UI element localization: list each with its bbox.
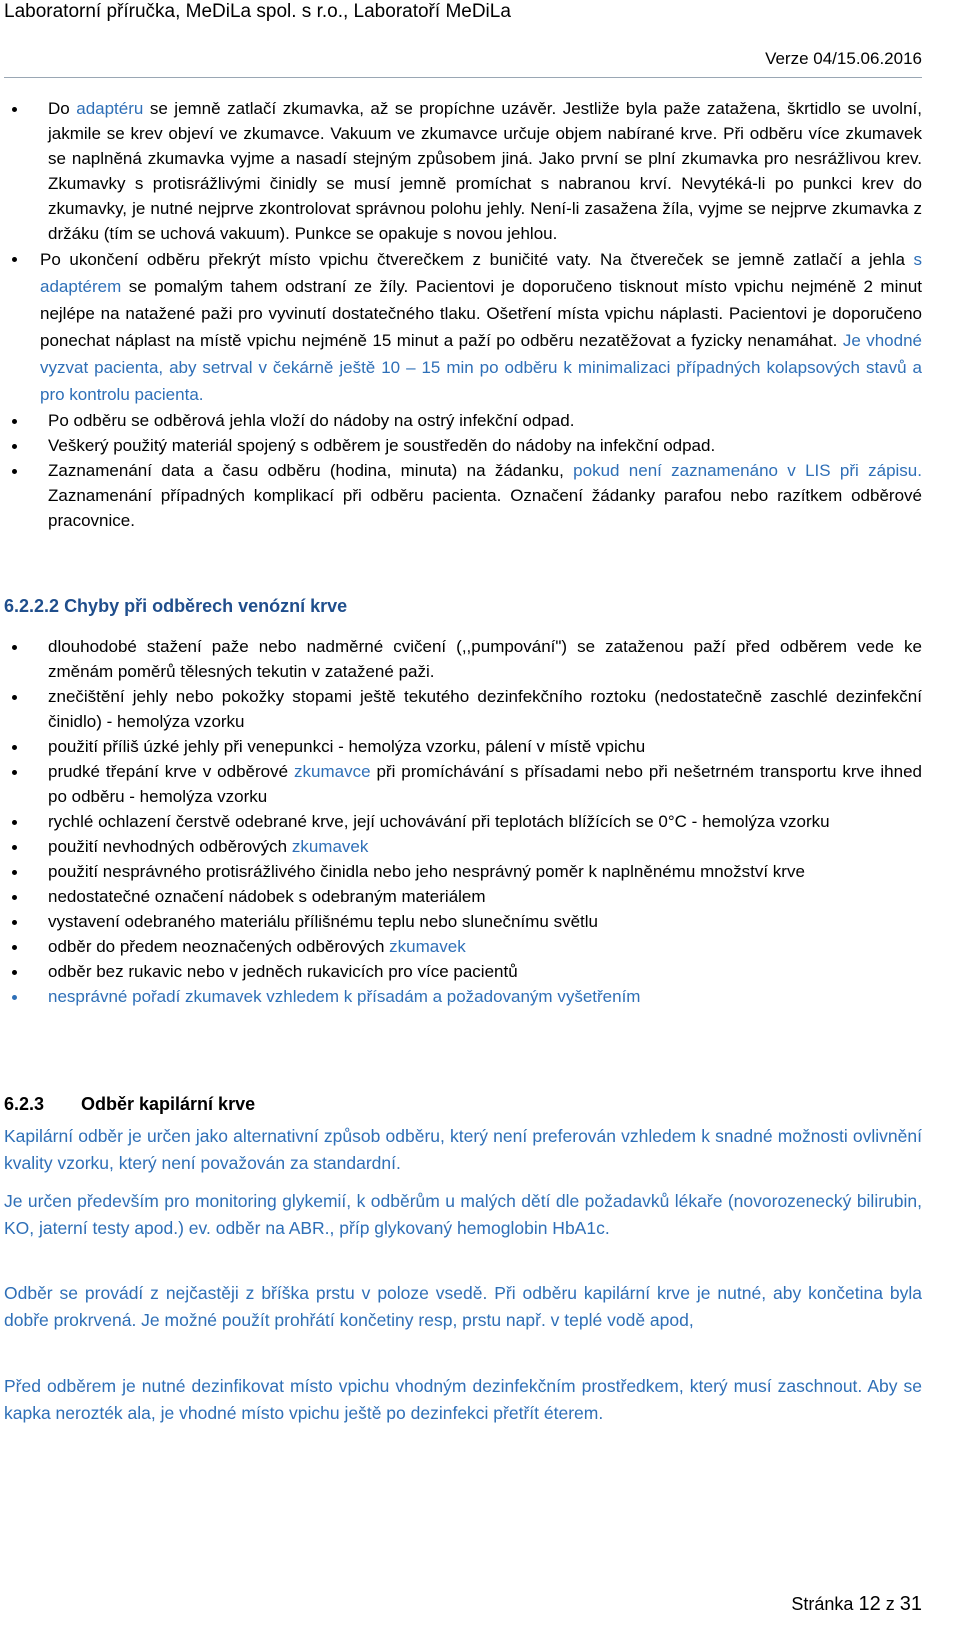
list-item [0,96,922,246]
list-item [0,684,922,734]
text-segment: zkumavce [294,762,371,781]
section-number: 6.2.3 [4,1094,45,1114]
bullet-icon [12,745,17,750]
bullet-icon [12,970,17,975]
paragraph: Odběr se provádí z nejčastěji z bříška prstu v poloze vsedě. Při odběru kapilární krve je nutné, aby končetina byla dobře prokrvená. Je možné použít prohřátí končetiny resp, prstu např. v teplé vodě apod, [4,1283,922,1330]
procedure-list [0,96,960,533]
text-segment: rychlé ochlazení čerstvě odebrané krve, její uchovávání při teplotách blížících se 0°C - hemolýza vzorku [48,812,830,831]
paragraph: Kapilární odběr je určen jako alternativní způsob odběru, který není preferován vzhledem k snadné možnosti ovlivnění kvality vzorku, který není považován za standardní. [4,1126,922,1173]
text-segment: nesprávné pořadí zkumavek vzhledem k přísadám a požadovaným vyšetřením [48,987,641,1006]
bullet-icon [12,469,17,474]
list-item [0,759,922,809]
section-heading-errors [4,594,347,618]
bullet-icon [12,920,17,925]
list-item [0,734,922,759]
footer-total: 31 [899,1593,922,1615]
list-item [0,408,922,433]
text-segment: se pomalým tahem odstraní ze žíly. Pacientovi je doporučeno tisknout místo vpichu nejméně 2 minut nejlépe na natažené paži pro vyvinutí dostatečného tlaku. Ošetření místa vpichu náplasti. Pacientovi je doporučeno ponechat náplast na místě vpichu nejméně 15 minut a paží po odběru nezatěžovat a fyzicky nenamáhat. [40,277,922,350]
text-segment: při promíchávání s přísadami nebo při nešetrném transportu krve ihned po odběru - hemolýza vzorku [48,762,923,806]
text-segment: odběr bez rukavic nebo v jedněch rukavicích pro více pacientů [48,962,518,981]
text-segment: Veškerý použitý materiál spojený s odběrem je soustředěn do nádoby na infekční odpad. [48,436,716,455]
errors-list [0,634,960,1009]
footer-label: Stránka [791,1594,854,1614]
text-segment: Do [48,99,77,118]
list-item [0,909,922,934]
header-rule [4,77,922,78]
text-segment: vystavení odebraného materiálu přílišnému teplu nebo slunečnímu světlu [48,912,598,931]
bullet-icon [12,257,17,262]
bullet-icon [12,645,17,650]
text-segment: adaptéru [76,99,144,118]
bullet-icon [12,870,17,875]
paragraph: Před odběrem je nutné dezinfikovat místo vpichu vhodným dezinfekčním prostředkem, který musí zaschnout. Aby se kapka nerozték ala, je vhodné místo vpichu ještě po dezinfekci přetřít éterem. [4,1376,922,1423]
list-item [0,634,922,684]
text-segment: Zaznamenání případných komplikací při odběru pacienta. Označení žádanky parafou nebo razítkem odběrové pracovnice. [48,486,922,530]
list-item [0,433,922,458]
text-segment: pokud není zaznamenáno v LIS při zápisu. [573,461,922,480]
list-item [0,934,922,959]
text-segment: prudké třepání krve v odběrové [48,762,294,781]
text-segment: se jemně zatlačí zkumavka, až se propíchne uzávěr. Jestliže byla paže zatažena, škrtidlo se uvolní, jakmile se krev objeví ve zkumavce. Vakuum ve zkumavce určuje objem nabírané krve. Při odběru více zkumavek se naplněná zkumavka vyjme a nasadí stejným způsobem jiná. Jako první se plní zkumavka pro nesrážlivou krev. Zkumavky s protisrážlivými činidly se musí jemně promíchat s nabranou krví. Nevytéká-li po punkci krev do zkumavky, je nutné nejprve zkontrolovat správnou polohu jehly. Není-li zasažena žíla, vyjme se nejprve zkumavka z držáku (tím se uchová vakuum). Punkce se opakuje s novou jehlou. [48,99,922,243]
bullet-icon [12,820,17,825]
section-number: 6.2.2.2 [4,596,60,616]
bullet-icon [12,107,17,112]
bullet-icon [12,945,17,950]
paragraph: Je určen především pro monitoring glykemií, k odběrům u malých dětí dle požadavků lékaře (novorozenecký bilirubin, KO, jaterní testy apod.) ev. odběr na ABR., příp glykovaný hemoglobin HbA1c. [4,1191,922,1238]
text-segment: Po ukončení odběru překrýt místo vpichu čtverečkem z buničité vaty. Na čtvereček se jemně zatlačí a jehla [40,250,914,269]
list-item [0,984,922,1009]
list-item [0,959,922,984]
section-heading-capillary [4,1092,255,1116]
text-segment: Je vhodné vyzvat pacienta, aby setrval v čekárně ještě 10 – 15 min po odběru k minimalizaci případných kolapsových stavů a pro kontrolu pacienta. [40,331,923,404]
footer-page: 12 [858,1593,881,1615]
bullet-icon [12,695,17,700]
text-segment: nedostatečné označení nádobek s odebraným materiálem [48,887,486,906]
text-segment: použití nevhodných odběrových [48,837,292,856]
text-segment: Po odběru se odběrová jehla vloží do nádoby na ostrý infekční odpad. [48,411,575,430]
list-item [0,809,922,834]
header-title: Laboratorní příručka, MeDiLa spol. s r.o., Laboratoří MeDiLa [4,1,511,22]
bullet-icon [12,444,17,449]
text-segment: použití nesprávného protisrážlivého činidla nebo jeho nesprávný poměr k naplněnému množství krve [48,862,805,881]
text-segment: znečištění jehly nebo pokožky stopami ještě tekutého dezinfekčního roztoku (nedostatečně zaschlé dezinfekční činidlo) - hemolýza vzorku [48,687,922,731]
list-item [0,458,922,533]
list-item [0,884,922,909]
bullet-icon [12,770,17,775]
text-segment: Zaznamenání data a času odběru (hodina, minuta) na žádanku, [48,461,574,480]
bullet-icon [12,995,17,1000]
page-footer [791,1592,922,1616]
text-segment: zkumavek [291,837,369,856]
text-segment: s adaptérem [40,250,922,296]
bullet-icon [12,845,17,850]
list-item [0,834,922,859]
text-segment: dlouhodobé stažení paže nebo nadměrné cvičení (,,pumpování") se zataženou paží před odběrem vede ke změnám poměrů tělesných tekutin v zatažené paži. [48,637,922,681]
text-segment: zkumavek [389,937,466,956]
list-item [0,246,922,408]
bullet-icon [12,419,17,424]
section-title: Odběr kapilární krve [81,1094,256,1114]
bullet-icon [12,895,17,900]
text-segment: použití příliš úzké jehly při venepunkci - hemolýza vzorku, pálení v místě vpichu [48,737,646,756]
footer-sep: z [885,1594,895,1614]
section-title: Chyby při odběrech venózní krve [64,596,348,616]
text-segment: odběr do předem neoznačených odběrových [48,937,390,956]
header-version: Verze 04/15.06.2016 [765,49,922,68]
list-item [0,859,922,884]
